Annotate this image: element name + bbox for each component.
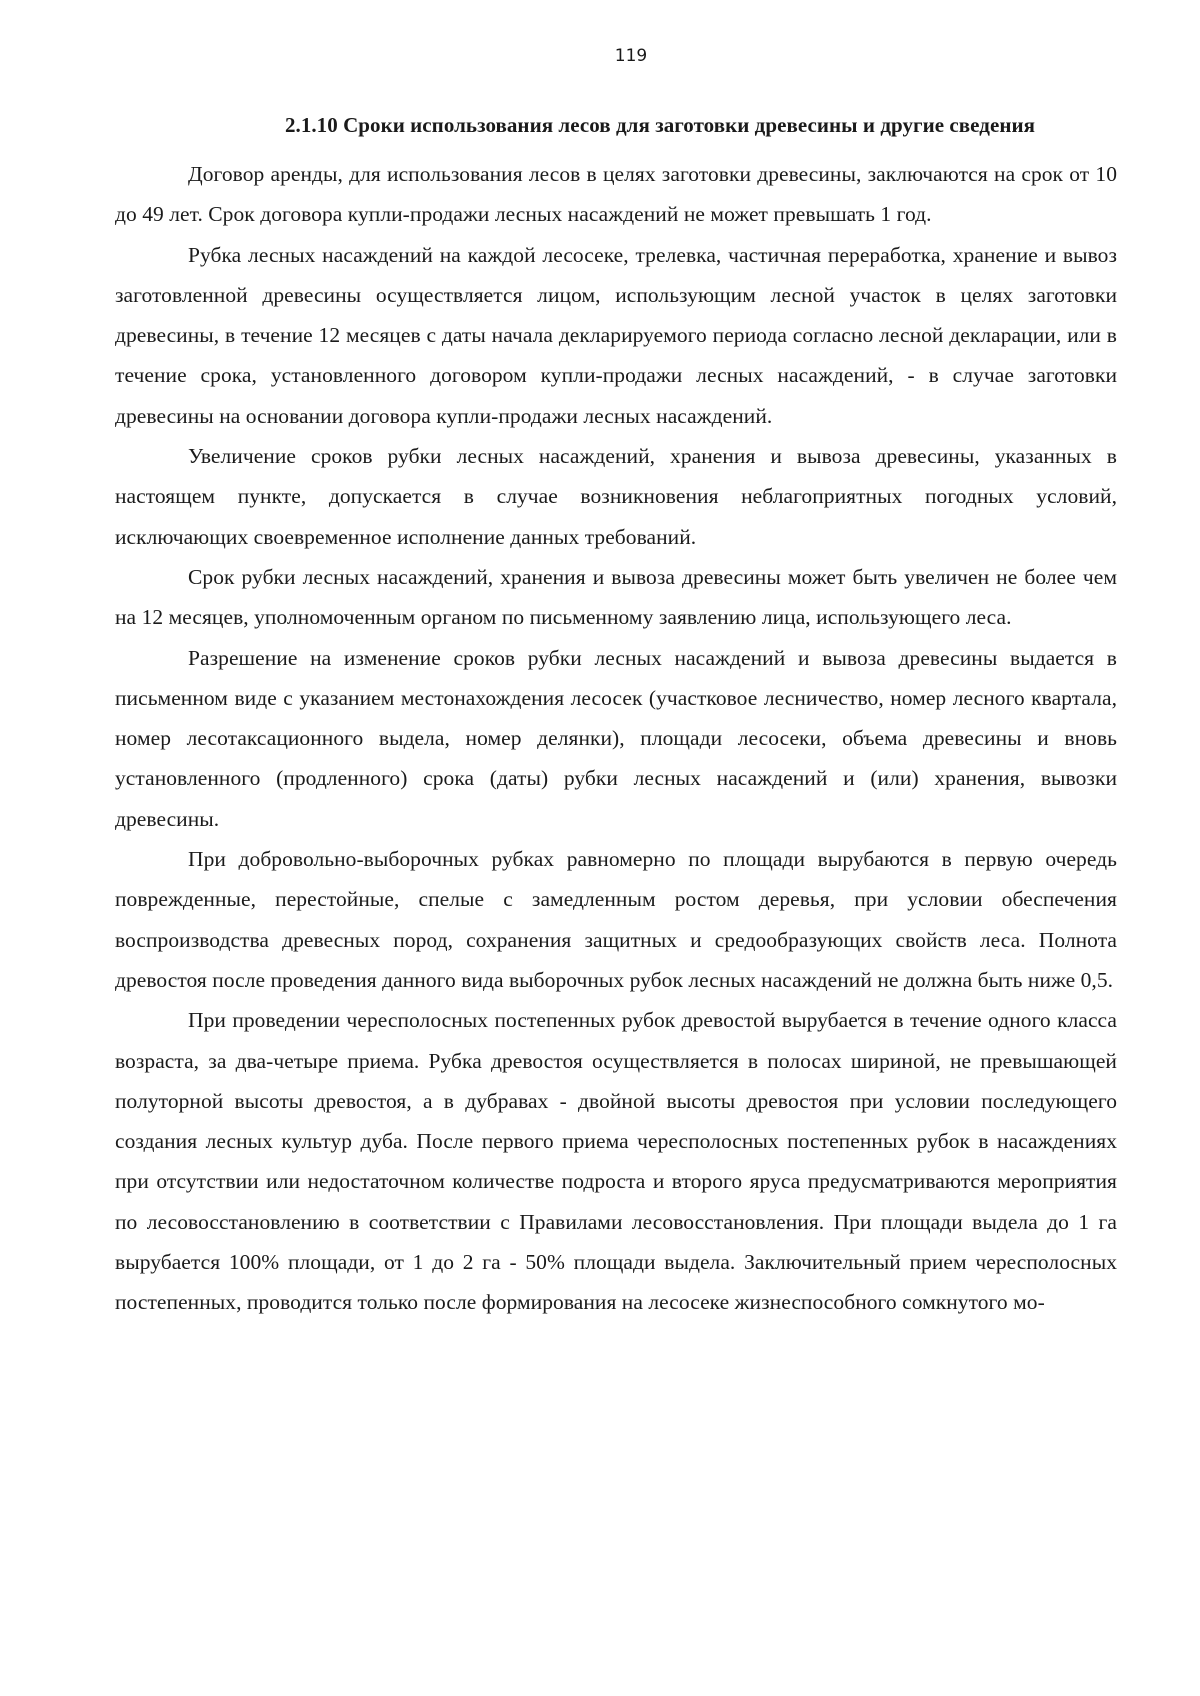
paragraph-selective-felling: При добровольно-выборочных рубках равномерно по площади вырубаются в первую очередь поврежденные, перестойные, спелые с замедленным ростом деревья, при условии обеспечения воспроизводства древесных пород, сохранения защитных и средообразующих свойств леса. Полнота древостоя после проведения данного вида выборочных рубок лесных насаждений не должна быть ниже 0,5. bbox=[115, 847, 1117, 992]
section-heading: 2.1.10 Сроки использования лесов для заготовки древесины и другие сведения bbox=[284, 113, 1036, 137]
paragraph-extension-limit: Срок рубки лесных насаждений, хранения и вывоза древесины может быть увеличен не более чем на 12 месяцев, уполномоченным органом по письменному заявлению лица, использующего леса. bbox=[115, 564, 1117, 630]
document-body bbox=[115, 112, 1117, 1323]
paragraph-change-permit: Разрешение на изменение сроков рубки лесных насаждений и вывоза древесины выдается в письменном виде с указанием местонахождения лесосек (участковое лесничество, номер лесного квартала, номер лесотаксационного выдела, номер делянки), площади лесосеки, объема древесины и вновь установленного (продленного) срока (даты) рубки лесных насаждений и (или) хранения, вывозки древесины. bbox=[115, 645, 1117, 831]
paragraph-strip-felling: При проведении чересполосных постепенных рубок древостой вырубается в течение одного класса возраста, за два-четыре приема. Рубка древостоя осуществляется в полосах шириной, не превышающей полуторной высоты древостоя, а в дубравах - двойной высоты древостоя при условии последующего создания лесных культур дуба. После первого приема чересполосных постепенных рубок в насаждениях при отсутствии или недостаточном количестве подроста и второго яруса предусматриваются мероприятия по лесовосстановлению в соответствии с Правилами лесовосстановления. При площади выдела до 1 га вырубается 100% площади, от 1 до 2 га - 50% площади выдела. Заключительный прием чересполосных постепенных, проводится только после формирования на лесосеке жизнеспособного сомкнутого мо- bbox=[115, 1008, 1117, 1315]
page-number: 119 bbox=[614, 46, 648, 66]
paragraph-felling-period: Рубка лесных насаждений на каждой лесосеке, трелевка, частичная переработка, хранение и вывоз заготовленной древесины осуществляется лицом, использующим лесной участок в целях заготовки древесины, в течение 12 месяцев с даты начала декларируемого периода согласно лесной декларации, или в течение срока, установленного договором купли-продажи лесных насаждений, - в случае заготовки древесины на основании договора купли-продажи лесных насаждений. bbox=[115, 242, 1117, 428]
paragraph-lease-terms: Договор аренды, для использования лесов в целях заготовки древесины, заключаются на срок от 10 до 49 лет. Срок договора купли-продажи лесных насаждений не может превышать 1 год. bbox=[115, 162, 1117, 227]
paragraph-term-extension: Увеличение сроков рубки лесных насаждений, хранения и вывоза древесины, указанных в настоящем пункте, допускается в случае возникновения неблагоприятных погодных условий, исключающих своевременное исполнение данных требований. bbox=[115, 444, 1117, 549]
